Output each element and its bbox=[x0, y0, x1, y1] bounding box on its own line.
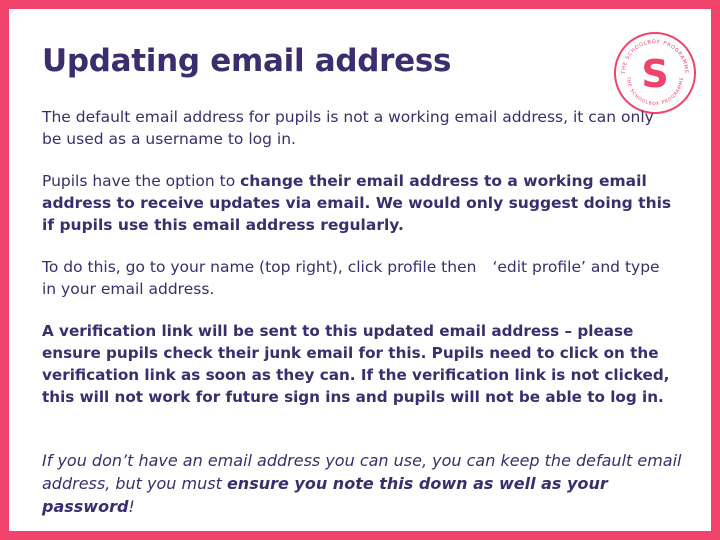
paragraph-how-to-text: To do this, go to your name (top right), click profile then bbox=[42, 258, 477, 276]
paragraph-no-email-text: If you don’t have an email address you can use, you can keep the default email address, but you must bbox=[42, 451, 682, 493]
logo-ring-text-bottom: THE SCHOOLBOX PROGRAMME bbox=[624, 76, 686, 108]
paragraph-no-email-emphasis: ensure you note this down as well as your password bbox=[42, 474, 608, 516]
paragraph-change-option-text: Pupils have the option to bbox=[42, 172, 241, 190]
paragraph-change-option bbox=[42, 170, 672, 236]
page-title: Updating email address bbox=[42, 43, 452, 79]
logo-ring-text: THE SCHOOLBOX PROGRAMME bbox=[620, 38, 690, 75]
paragraph-verification-warning: A verification link will be sent to this updated email address – please ensure pupils check their junk email for this. Pupils need to click on the verification link as soon as they can. If the verification link is not clicked, this will not work for future sign ins and pupils will not be able to log in. bbox=[42, 322, 670, 406]
paragraph-change-option-emphasis: change their email address to a working email address to receive updates via email. We would only suggest doing this if pupils use this email address regularly. bbox=[42, 172, 672, 234]
paragraph-how-to bbox=[42, 256, 672, 300]
paragraph-no-email-note bbox=[42, 449, 682, 518]
logo-letter: S bbox=[641, 52, 669, 96]
paragraph-default-email: The default email address for pupils is not a working email address, it can only be used as a username to log in. bbox=[42, 108, 654, 148]
paragraph-no-email-end: ! bbox=[128, 497, 135, 516]
paragraph-how-to-edit-profile: ‘edit profile’ and type in your email address. bbox=[42, 258, 660, 298]
